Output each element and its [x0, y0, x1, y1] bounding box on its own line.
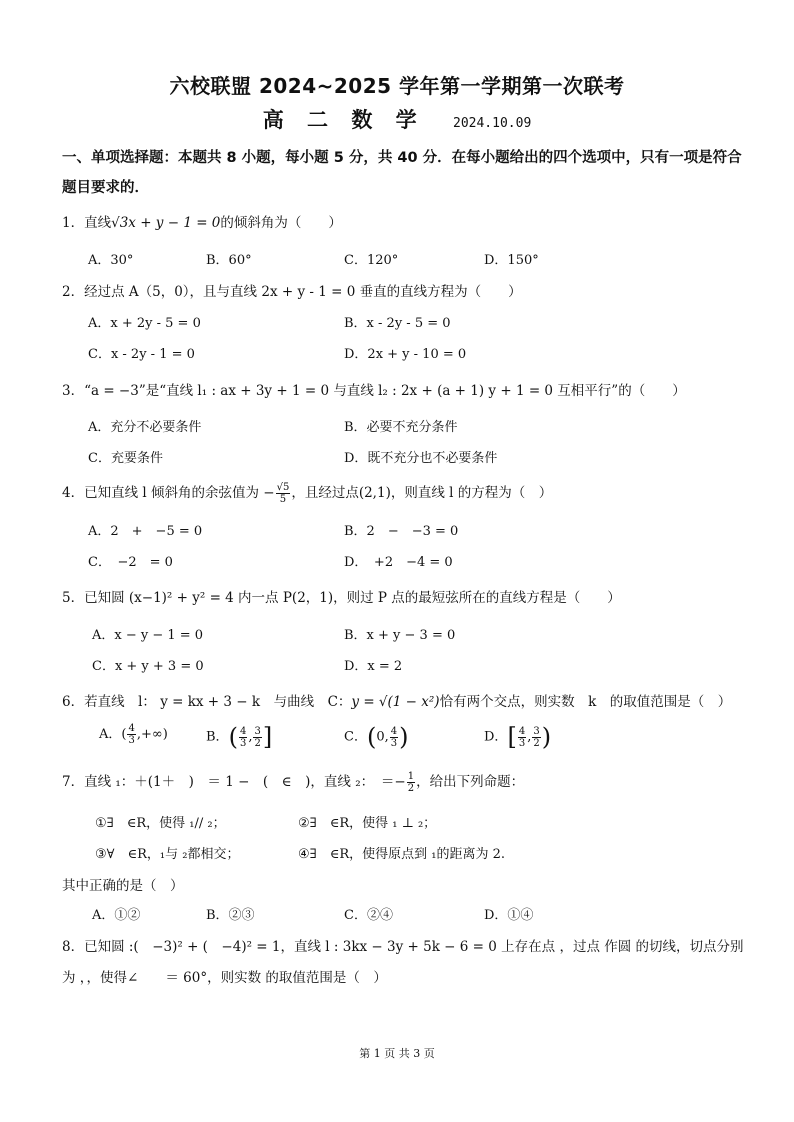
q3-option-d[interactable]: D．既不充分也不必要条件 [344, 451, 498, 466]
q6-a-label: A． [99, 727, 122, 742]
exam-date: 2024.10.09 [453, 116, 532, 131]
q7-conclusion: 其中正确的是（ ） [62, 878, 184, 894]
q6-a-num: 4 [128, 723, 135, 734]
q6-option-a[interactable] [99, 723, 168, 746]
q4-prefix: 4．已知直线 l 倾斜角的余弦值为 − [62, 485, 275, 501]
q6-option-d[interactable]: D．[ $\frac{4}{3}$ , $\frac{3}{2}$ ) [484, 723, 552, 751]
q6-d-d2: 2 [533, 737, 540, 749]
q1-option-b[interactable]: B．60° [206, 253, 252, 268]
q6-option-c[interactable] [344, 723, 408, 751]
q6-a-frac [127, 723, 135, 746]
q4-option-b[interactable]: B．2 − −3 = 0 [344, 524, 459, 539]
q6-c-lead: 0, [376, 729, 389, 745]
q2-option-c[interactable]: C．x - 2y - 1 = 0 [88, 347, 195, 362]
q7-frac-num: 1 [407, 771, 415, 782]
q4-suffix: ，且经过点(2,1)，则直线 l 的方程为（ ） [291, 485, 553, 501]
q6-b-d2: 2 [254, 737, 261, 749]
q6-option-b[interactable]: B．( $\frac{4}{3}$ , $\frac{3}{2}$ ] [206, 723, 273, 751]
q7-proposition-1: ①∃ ∈R，使得 ₁// ₂； [95, 816, 226, 831]
q7-fraction [407, 771, 415, 794]
q6-a-den: 3 [128, 735, 135, 746]
q5-option-a[interactable]: A．x − y − 1 = 0 [92, 628, 204, 643]
q1-suffix: 的倾斜角为（ ） [220, 215, 342, 231]
question-1-stem [62, 211, 342, 231]
question-8-line-2: 为 ，，使得∠ ＝ 60°，则实数 的取值范围是（ ） [62, 970, 387, 986]
q6-b-frac1 [239, 726, 247, 749]
q3-option-b[interactable]: B．必要不充分条件 [344, 420, 458, 435]
q6-c-open: ( [366, 723, 377, 751]
q6-d-d1: 3 [518, 737, 526, 749]
q6-d-close: ) [541, 723, 552, 751]
exam-title: 六校联盟 2024~2025 学年第一学期第一次联考 [169, 74, 625, 98]
q6-d-frac2 [532, 726, 540, 749]
question-8-line-1: 8．已知圆 :( −3)² + ( −4)² = 1，直线 l : 3kx − 3y + 5k − 6 = 0 上存在点 ，过点 作圆 的切线，切点分别 [62, 939, 744, 955]
q6-b-open: ( [228, 723, 238, 751]
q6-prefix: 6．若直线 l： y = kx + 3 − k 与曲线 C： [62, 694, 352, 710]
q6-c-den: 3 [390, 737, 398, 749]
q6-c-label: C． [344, 729, 367, 745]
q6-suffix: 恰有两个交点，则实数 k 的取值范围是（ ） [439, 694, 732, 710]
q4-option-c[interactable]: C． −2 = 0 [88, 555, 173, 570]
page-footer: 第 1 页 共 3 页 [359, 1047, 435, 1060]
q2-option-d[interactable]: D．2x + y - 10 = 0 [344, 347, 467, 362]
q5-option-d[interactable]: D．x = 2 [344, 659, 403, 674]
question-7-stem [62, 770, 524, 794]
q7-suffix: ，给出下列命题： [416, 774, 525, 790]
q3-option-c[interactable]: C．充要条件 [88, 451, 163, 466]
q6-b-label: B． [206, 729, 229, 745]
q7-option-b[interactable]: B．②③ [206, 908, 255, 923]
q1-option-a[interactable]: A．30° [88, 253, 134, 268]
q6-b-frac2 [253, 726, 261, 749]
q7-proposition-2: ②∃ ∈R，使得 ₁ ⊥ ₂； [298, 816, 437, 831]
q7-frac-den: 2 [407, 783, 415, 794]
subject-label: 高 二 数 学 [262, 108, 425, 132]
q1-prefix: 1．直线 [62, 215, 112, 231]
q6-b-n2: 3 [254, 725, 261, 737]
q6-d-n2: 3 [533, 725, 540, 737]
question-5-stem: 5．已知圆 (x−1)² + y² = 4 内一点 P(2，1)，则过 P 点的最短弦所在的直线方程是（ ） [62, 590, 621, 606]
section-heading: 一、单项选择题：本题共 8 小题，每小题 5 分，共 40 分．在每小题给出的四个选项中，只有一项是符合题目要求的． [62, 150, 742, 196]
question-2-stem: 2．经过点 A（5，0），且与直线 2x + y - 1 = 0 垂直的直线方程为（ ） [62, 284, 522, 300]
q7-proposition-3: ③∀ ∈R，₁与 ₂都相交； [95, 847, 240, 862]
q4-frac-den: 5 [279, 494, 287, 505]
q7-option-d[interactable]: D．①④ [484, 908, 534, 923]
q1-option-c[interactable]: C．120° [344, 253, 399, 268]
q2-option-a[interactable]: A．x + 2y - 5 = 0 [88, 316, 201, 331]
q6-math: y = √(1 − x²) [351, 694, 440, 710]
q6-d-frac1 [518, 726, 526, 749]
q6-d-label: D． [484, 729, 508, 745]
q4-fraction [276, 482, 291, 505]
q5-option-b[interactable]: B．x + y − 3 = 0 [344, 628, 456, 643]
q7-prefix: 7．直线 ₁：＋(1＋ ) ＝ 1 − ( ∈ )，直线 ₂： ＝− [62, 774, 406, 790]
q7-proposition-4: ④∃ ∈R，使得原点到 ₁的距离为 2. [298, 847, 505, 862]
question-3-stem: 3．“a = −3”是“直线 l₁ : ax + 3y + 1 = 0 与直线 l₂ : 2x + (a + 1) y + 1 = 0 互相平行”的（ ） [62, 383, 686, 399]
q6-b-n1: 4 [239, 725, 247, 737]
q3-option-a[interactable]: A．充分不必要条件 [88, 420, 202, 435]
q6-b-d1: 3 [239, 737, 247, 749]
question-4-stem [62, 481, 552, 505]
q6-d-n1: 4 [518, 725, 526, 737]
question-6-stem [62, 690, 731, 710]
q7-option-c[interactable]: C．②④ [344, 908, 393, 923]
q2-option-b[interactable]: B．x - 2y - 5 = 0 [344, 316, 451, 331]
q1-option-d[interactable]: D．150° [484, 253, 539, 268]
q7-option-a[interactable]: A．①② [92, 908, 141, 923]
q6-c-num: 4 [390, 725, 398, 737]
q4-option-d[interactable]: D． +2 −4 = 0 [344, 555, 453, 570]
q6-a-tail: ,+∞) [136, 727, 168, 742]
q6-a-open: ( [121, 727, 127, 742]
q6-c-close: ) [399, 723, 409, 751]
exam-subtitle [0, 104, 794, 134]
q1-math: √3x + y − 1 = 0 [111, 215, 221, 231]
q6-c-frac [390, 726, 398, 749]
q6-d-open: [ [507, 723, 517, 751]
q6-b-close: ] [262, 723, 273, 751]
q4-option-a[interactable]: A．2 + −5 = 0 [88, 524, 203, 539]
q5-option-c[interactable]: C．x + y + 3 = 0 [92, 659, 204, 674]
q4-frac-num: √5 [276, 482, 290, 493]
